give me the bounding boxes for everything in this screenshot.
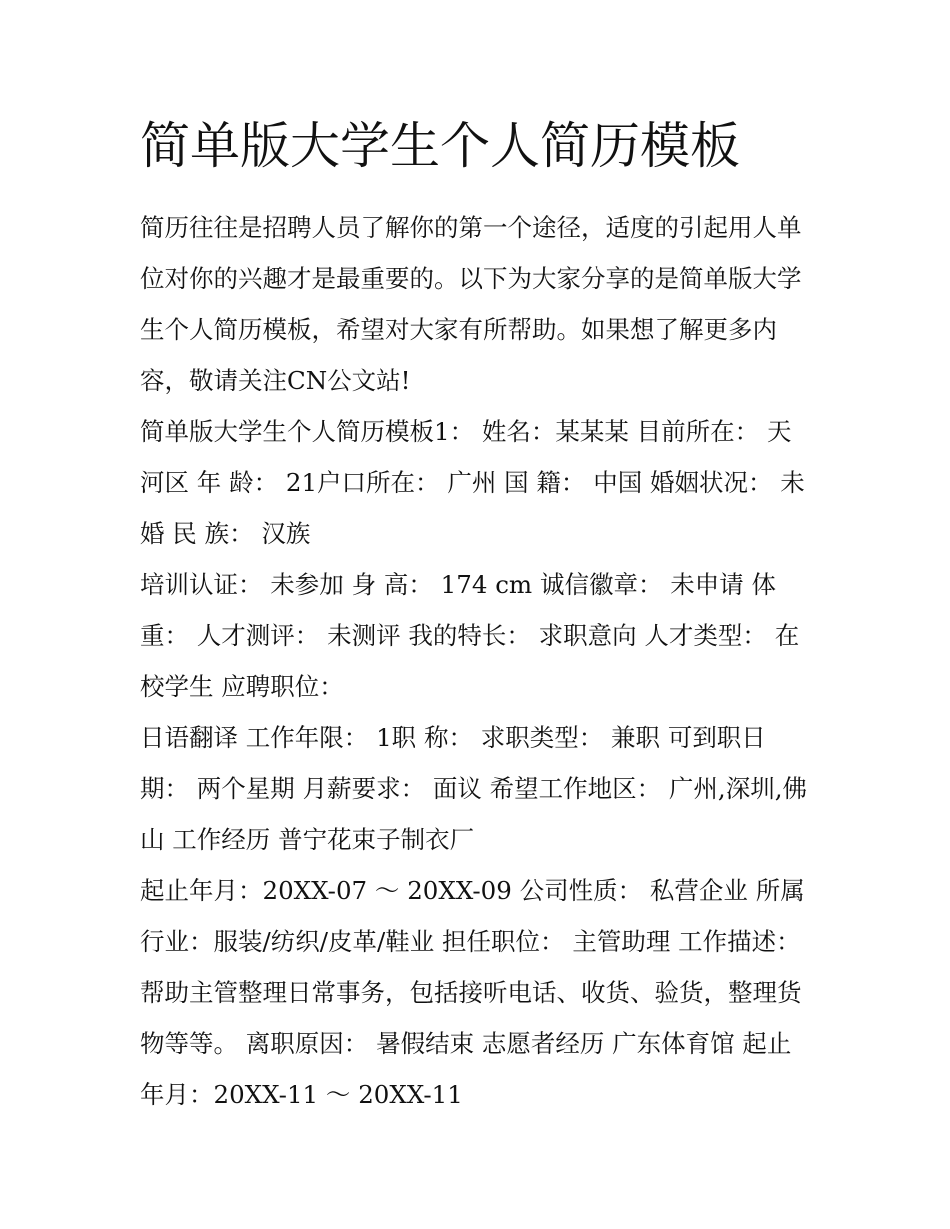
- document-title: 简单版大学生个人简历模板: [140, 117, 740, 175]
- intro-paragraph: 简历往往是招聘人员了解你的第一个途径，适度的引起用人单位对你的兴趣才是最重要的。以下为大家分享的是简单版大学生个人简历模板，希望对大家有所帮助。如果想了解更多内容，敬请关注CN公文站!: [140, 213, 802, 395]
- job-intention-paragraph: 日语翻译 工作年限： 1职 称： 求职类型： 兼职 可到职日期： 两个星期 月薪要求： 面议 希望工作地区： 广州,深圳,佛山 工作经历 普宁花束子制衣厂: [140, 723, 808, 854]
- personal-info-paragraph: 简单版大学生个人简历模板1： 姓名：某某某 目前所在： 天河区 年 龄： 21户口所在： 广州 国 籍： 中国 婚姻状况： 未婚 民 族： 汉族: [140, 417, 805, 548]
- document-body: [140, 112, 812, 1120]
- certification-paragraph: 培训认证： 未参加 身 高： 174 cm 诚信徽章： 未申请 体 重： 人才测评： 未测评 我的特长： 求职意向 人才类型： 在校学生 应聘职位：: [140, 570, 800, 701]
- work-experience-paragraph: 起止年月：20XX-07 ～ 20XX-09 公司性质： 私营企业 所属行业：服装/纺织/皮革/鞋业 担任职位： 主管助理 工作描述：帮助主管整理日常事务，包括接听电话、收货、验货，整理货物等等。 离职原因： 暑假结束 志愿者经历 广东体育馆 起止年月：20XX-11 ～ 20XX-11: [140, 876, 805, 1109]
